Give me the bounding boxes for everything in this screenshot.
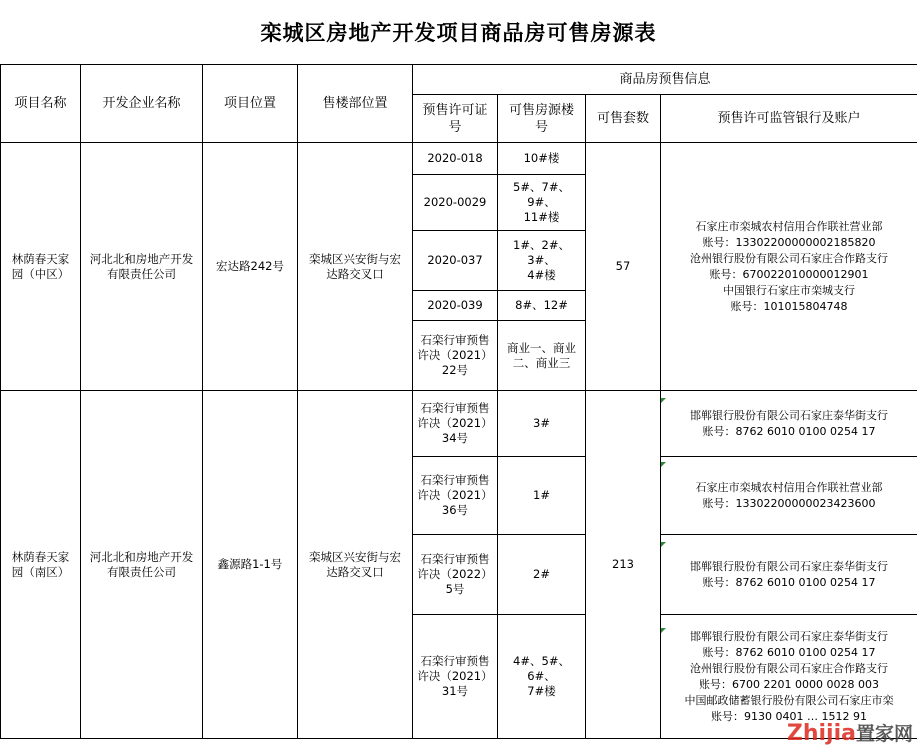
permit-number: 石栾行审预售 许决（2021） 36号	[413, 457, 498, 535]
available-units: 57	[586, 143, 661, 391]
permit-number: 2020-039	[413, 291, 498, 321]
header-location: 项目位置	[203, 65, 298, 143]
cell-comment-marker	[661, 398, 666, 403]
developer-name: 河北北和房地产开发 有限责任公司	[81, 391, 203, 739]
watermark-dark-text: 置家网	[855, 723, 913, 745]
table-row	[1, 143, 917, 175]
cell-comment-marker	[661, 542, 666, 547]
available-buildings: 1#、2#、3#、 4#楼	[498, 231, 586, 291]
permit-number: 2020-018	[413, 143, 498, 175]
supervision-bank: 邯郸银行股份有限公司石家庄泰华街支行 账号：8762 6010 0100 0254 17	[661, 391, 917, 457]
header-buildings: 可售房源楼 号	[498, 95, 586, 143]
header-developer: 开发企业名称	[81, 65, 203, 143]
supervision-bank: 石家庄市栾城农村信用合作联社营业部 账号：13302200000002185820 沧州银行股份有限公司石家庄合作路支行 账号：670022010000012901 中国银行石家庄市栾城支行 账号：101015804748	[661, 143, 917, 391]
sales-office: 栾城区兴安街与宏 达路交叉口	[298, 391, 413, 739]
sheet-title: 栾城区房地产开发项目商品房可售房源表	[260, 21, 657, 45]
available-buildings: 3#	[498, 391, 586, 457]
available-buildings: 商业一、商业 二、商业三	[498, 321, 586, 391]
sales-office: 栾城区兴安街与宏 达路交叉口	[298, 143, 413, 391]
available-buildings: 10#楼	[498, 143, 586, 175]
project-location: 宏达路242号	[203, 143, 298, 391]
table-row	[1, 391, 917, 457]
header-sales-office: 售楼部位置	[298, 65, 413, 143]
header-bank: 预售许可监管银行及账户	[661, 95, 917, 143]
cell-comment-marker	[661, 462, 666, 467]
project-name: 林荫春天家 园（中区）	[1, 143, 81, 391]
developer-name: 河北北和房地产开发 有限责任公司	[81, 143, 203, 391]
supervision-bank: 石家庄市栾城农村信用合作联社营业部 账号：13302200000023423600	[661, 457, 917, 535]
header-units: 可售套数	[586, 95, 661, 143]
project-name: 林荫春天家 园（南区）	[1, 391, 81, 739]
available-units: 213	[586, 391, 661, 739]
available-buildings: 5#、7#、9#、 11#楼	[498, 175, 586, 231]
header-project-name: 项目名称	[1, 65, 81, 143]
available-buildings: 8#、12#	[498, 291, 586, 321]
header-permit-no: 预售许可证 号	[413, 95, 498, 143]
available-buildings: 1#	[498, 457, 586, 535]
cell-comment-marker	[661, 628, 666, 633]
permit-number: 石栾行审预售 许决（2021） 22号	[413, 321, 498, 391]
header-presale-group: 商品房预售信息	[413, 65, 917, 95]
project-location: 鑫源路1-1号	[203, 391, 298, 739]
listing-table	[0, 64, 917, 739]
permit-number: 石栾行审预售 许决（2021） 31号	[413, 615, 498, 739]
permit-number: 2020-0029	[413, 175, 498, 231]
permit-number: 石栾行审预售 许决（2021） 34号	[413, 391, 498, 457]
available-buildings: 2#	[498, 535, 586, 615]
watermark-red-text: Zhijia	[786, 721, 856, 746]
permit-number: 石栾行审预售 许决（2022） 5号	[413, 535, 498, 615]
supervision-bank: 邯郸银行股份有限公司石家庄泰华街支行 账号：8762 6010 0100 0254 17 沧州银行股份有限公司石家庄合作路支行 账号：6700 2201 0000 0028 003 中国邮政储蓄银行股份有限公司石家庄市栾 账号：9130 0401 … 1512 91	[661, 615, 917, 739]
available-buildings: 4#、5#、6#、 7#楼	[498, 615, 586, 739]
permit-number: 2020-037	[413, 231, 498, 291]
watermark-logo	[787, 719, 913, 746]
supervision-bank: 邯郸银行股份有限公司石家庄泰华街支行 账号：8762 6010 0100 0254 17	[661, 535, 917, 615]
